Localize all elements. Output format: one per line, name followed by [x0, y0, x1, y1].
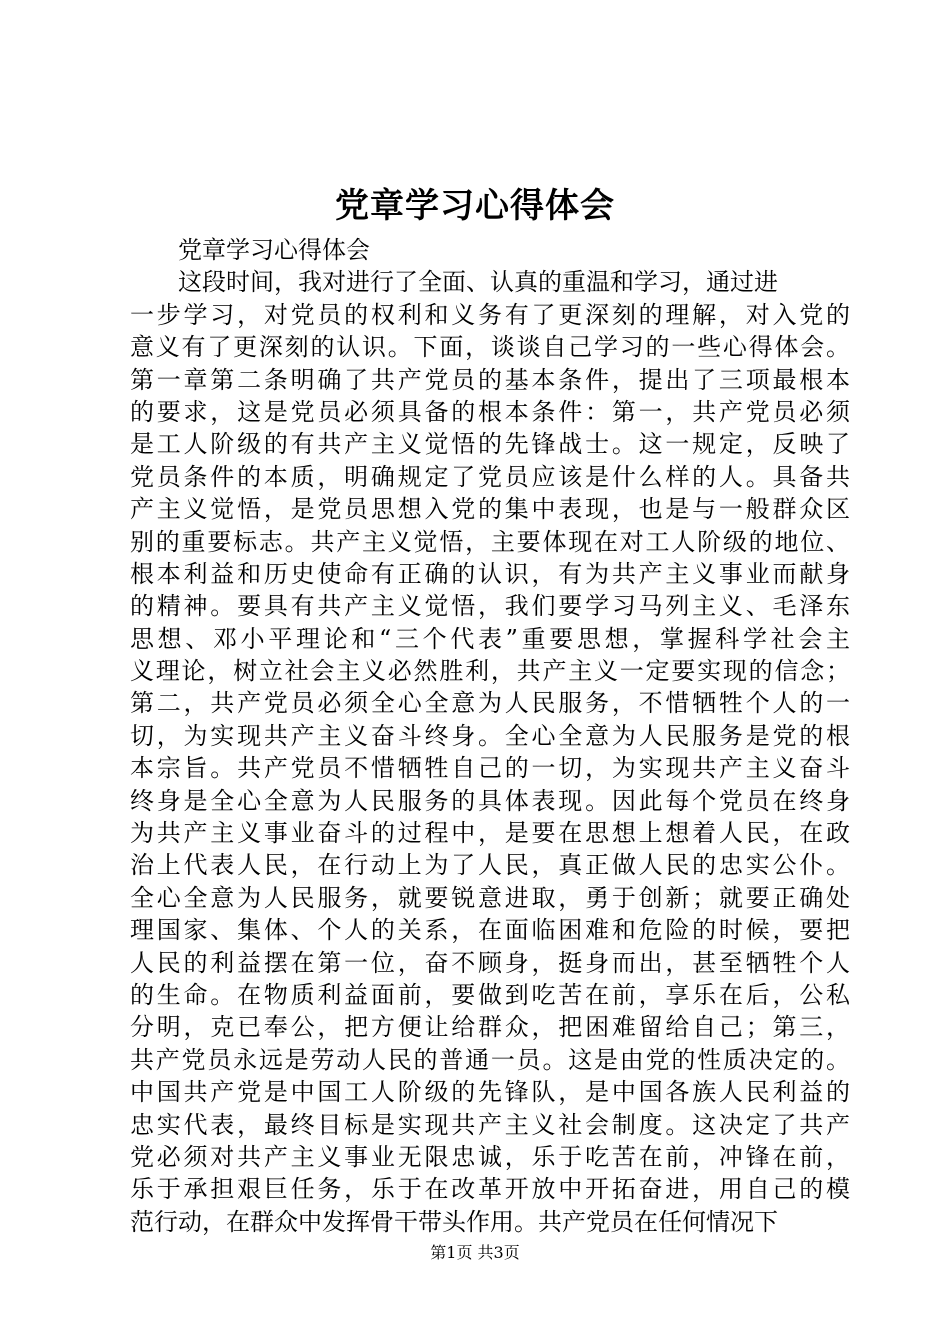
body-line: 治上代表人民，在行动上为了人民，真正做人民的忠实公仆。 — [130, 851, 850, 880]
body-line: 的精神。要具有共产主义觉悟，我们要学习马列主义、毛泽东 — [130, 592, 850, 621]
body-line: 一步学习，对党员的权利和义务有了更深刻的理解，对入党的 — [130, 300, 850, 329]
body-line: 乐于承担艰巨任务，乐于在改革开放中开拓奋进，用自己的模 — [130, 1175, 850, 1204]
body-line: 产主义觉悟，是党员思想入党的集中表现，也是与一般群众区 — [130, 495, 850, 524]
body-line: 是工人阶级的有共产主义觉悟的先锋战士。这一规定，反映了 — [130, 430, 850, 459]
body-line: 义理论，树立社会主义必然胜利，共产主义一定要实现的信念； — [130, 657, 850, 686]
page-number-footer: 第1页 共3页 — [430, 1243, 520, 1262]
document-title: 党章学习心得体会 — [335, 186, 615, 226]
document-body — [130, 234, 850, 1238]
body-line: 为共产主义事业奋斗的过程中，是要在思想上想着人民，在政 — [130, 819, 850, 848]
body-line: 共产党员永远是劳动人民的普通一员。这是由党的性质决定的。 — [130, 1045, 850, 1074]
body-line: 的要求，这是党员必须具备的根本条件：第一，共产党员必须 — [130, 397, 850, 426]
document-subtitle: 党章学习心得体会 — [178, 236, 370, 264]
body-line: 中国共产党是中国工人阶级的先锋队，是中国各族人民利益的 — [130, 1078, 850, 1107]
body-line: 分明，克已奉公，把方便让给群众，把困难留给自己；第三， — [130, 1013, 850, 1042]
body-line: 忠实代表，最终目标是实现共产主义社会制度。这决定了共产 — [130, 1110, 850, 1139]
body-line: 人民的利益摆在第一位，奋不顾身，挺身而出，甚至牺牲个人 — [130, 948, 850, 977]
body-line: 思想、邓小平理论和“三个代表”重要思想，掌握科学社会主 — [130, 624, 850, 653]
body-line: 第一章第二条明确了共产党员的基本条件，提出了三项最根本 — [130, 365, 850, 394]
body-line: 党必须对共产主义事业无限忠诚，乐于吃苦在前，冲锋在前， — [130, 1142, 850, 1171]
body-line: 第二，共产党员必须全心全意为人民服务，不惜牺牲个人的一 — [130, 689, 850, 718]
body-line: 本宗旨。共产党员不惜牺牲自己的一切，为实现共产主义奋斗 — [130, 754, 850, 783]
body-line: 意义有了更深刻的认识。下面，谈谈自己学习的一些心得体会。 — [130, 333, 850, 362]
body-line: 党员条件的本质，明确规定了党员应该是什么样的人。具备共 — [130, 462, 850, 491]
body-line: 理国家、集体、个人的关系，在面临困难和危险的时候，要把 — [130, 916, 850, 945]
body-line: 全心全意为人民服务，就要锐意进取，勇于创新；就要正确处 — [130, 883, 850, 912]
body-line: 这段时间，我对进行了全面、认真的重温和学习，通过进 — [178, 268, 778, 297]
body-line: 范行动，在群众中发挥骨干带头作用。共产党员在任何情况下 — [130, 1207, 778, 1236]
body-line: 终身是全心全意为人民服务的具体表现。因此每个党员在终身 — [130, 786, 850, 815]
body-line: 根本利益和历史使命有正确的认识，有为共产主义事业而献身 — [130, 559, 850, 588]
body-line: 切，为实现共产主义奋斗终身。全心全意为人民服务是党的根 — [130, 721, 850, 750]
body-line: 的生命。在物质利益面前，要做到吃苦在前，享乐在后，公私 — [130, 980, 850, 1009]
body-line: 别的重要标志。共产主义觉悟，主要体现在对工人阶级的地位、 — [130, 527, 850, 556]
